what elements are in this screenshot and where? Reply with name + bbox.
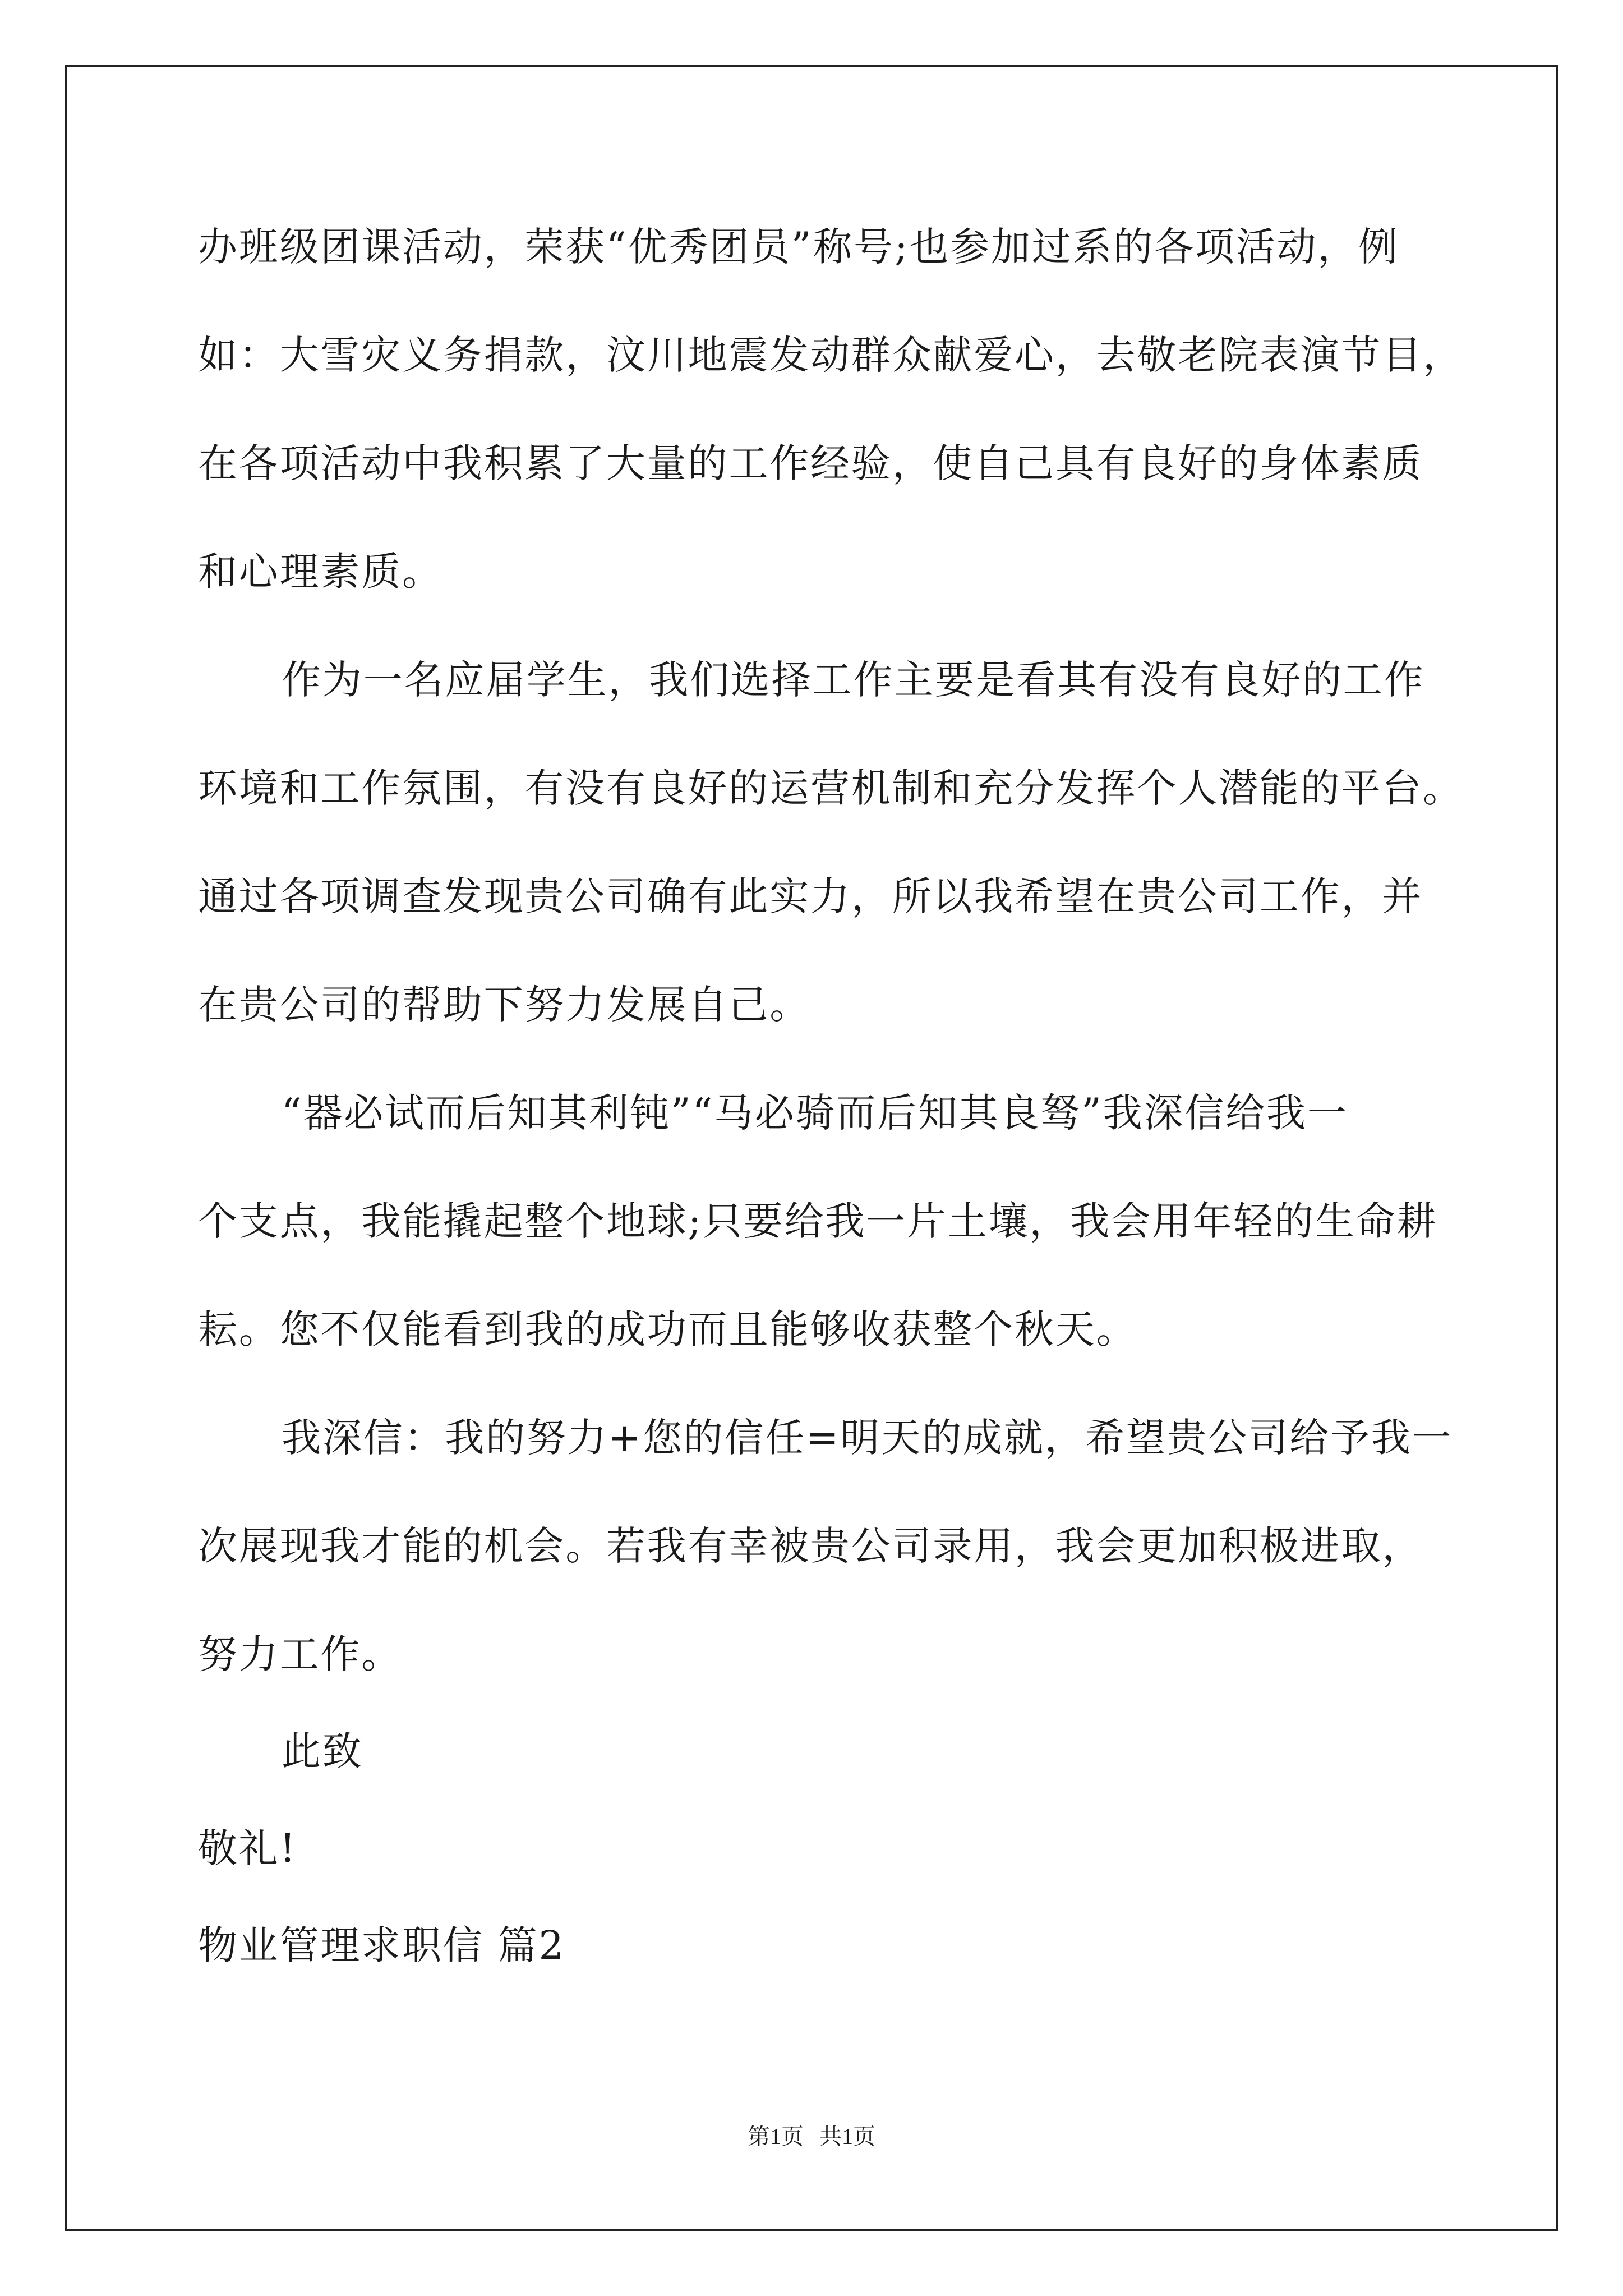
- body-line-3: 在各项活动中我积累了大量的工作经验，使自己具有良好的身体素质: [198, 440, 1423, 486]
- closing-salutation: 此致: [282, 1728, 363, 1774]
- page-border: [65, 65, 1558, 2231]
- body-line-14: 努力工作。: [198, 1631, 402, 1677]
- body-line-7: 通过各项调查发现贵公司确有此实力，所以我希望在贵公司工作，并: [198, 873, 1423, 919]
- body-line-13: 次展现我才能的机会。若我有幸被贵公司录用，我会更加积极进取，: [198, 1523, 1423, 1569]
- body-line-1: 办班级团课活动，荣获“优秀团员”称号;也参加过系的各项活动，例: [198, 224, 1399, 270]
- paragraph-start-4: 我深信：我的努力+您的信任=明天的成就，希望贵公司给予我一: [282, 1415, 1453, 1461]
- page-number: 第1页: [748, 2124, 804, 2149]
- body-line-6: 环境和工作氛围，有没有良好的运营机制和充分发挥个人潜能的平台。: [198, 765, 1464, 811]
- page-total: 共1页: [819, 2124, 875, 2149]
- body-line-10: 个支点，我能撬起整个地球;只要给我一片土壤，我会用年轻的生命耕: [198, 1198, 1438, 1244]
- section-heading: 物业管理求职信 篇2: [198, 1922, 565, 1968]
- paragraph-start-3: “器必试而后知其利钝”“马必骑而后知其良驽”我深信给我一: [282, 1090, 1348, 1136]
- paragraph-start-2: 作为一名应届学生，我们选择工作主要是看其有没有良好的工作: [282, 657, 1425, 703]
- closing-regards: 敬礼!: [198, 1825, 297, 1871]
- body-line-11: 耘。您不仅能看到我的成功而且能够收获整个秋天。: [198, 1306, 1137, 1352]
- body-line-2: 如：大雪灾义务捐款，汶川地震发动群众献爱心，去敬老院表演节目，: [198, 332, 1464, 378]
- body-line-4: 和心理素质。: [198, 549, 443, 595]
- page-footer: [0, 2123, 1623, 2151]
- body-line-8: 在贵公司的帮助下努力发展自己。: [198, 982, 810, 1028]
